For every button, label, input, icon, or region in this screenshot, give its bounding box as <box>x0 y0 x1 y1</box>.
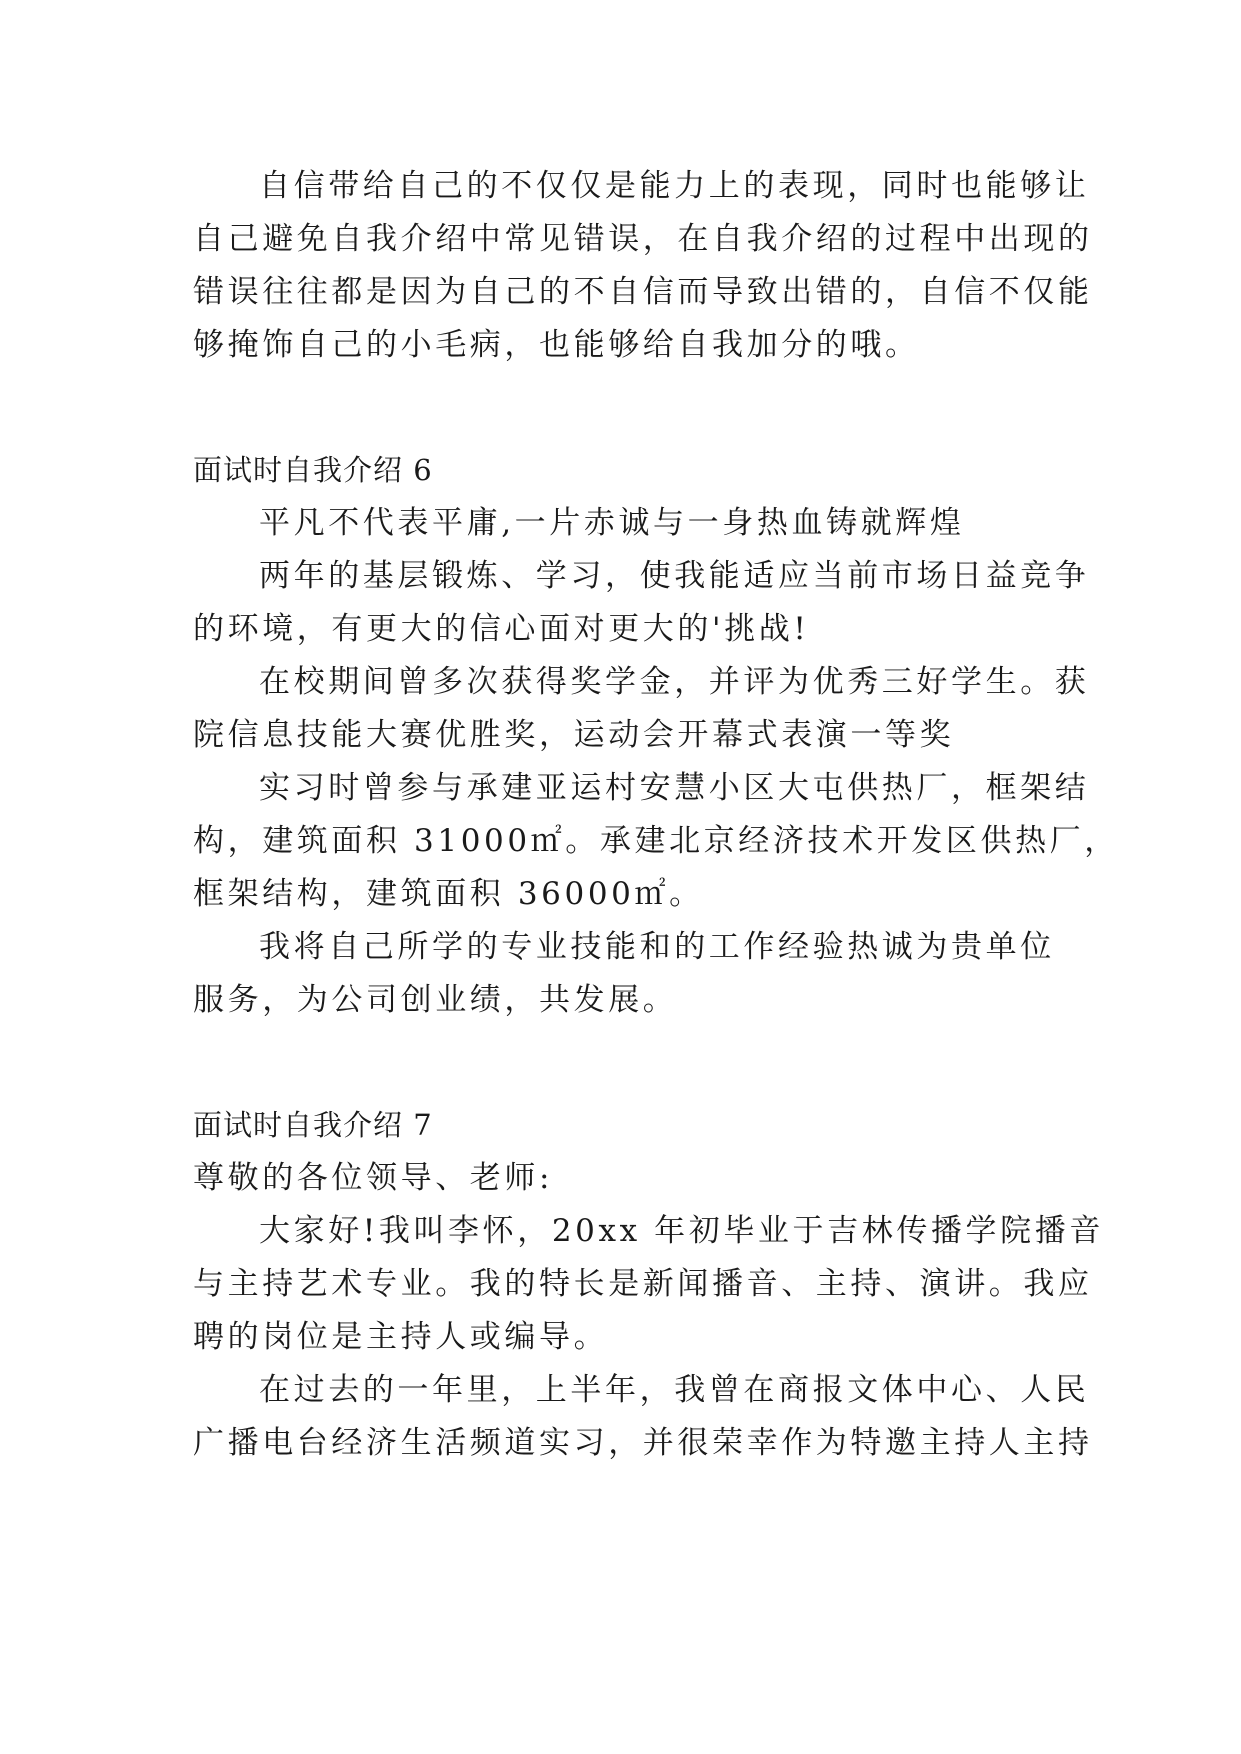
text-line: 实习时曾参与承建亚运村安慧小区大屯供热厂，框架结 <box>259 770 1090 806</box>
text-line: 错误往往都是因为自己的不自信而导致出错的，自信不仅能 <box>193 274 1093 310</box>
paragraph-motto <box>193 497 1053 550</box>
text-line: 聘的岗位是主持人或编导。 <box>193 1319 609 1355</box>
paragraph-internship <box>193 762 1119 921</box>
text-line: 两年的基层锻炼、学习，使我能适应当前市场日益竞争 <box>259 558 1090 594</box>
text-line: 在校期间曾多次获得奖学金，并评为优秀三好学生。获 <box>259 664 1090 700</box>
paragraph-commitment <box>193 921 1053 1027</box>
text-line: 与主持艺术专业。我的特长是新闻播音、主持、演讲。我应 <box>193 1266 1093 1302</box>
text-line: 在过去的一年里，上半年，我曾在商报文体中心、人民 <box>259 1372 1090 1408</box>
section-heading-7: 面试时自我介绍 7 <box>193 1108 433 1142</box>
paragraph-greeting <box>193 1205 1104 1364</box>
text-line: 服务，为公司创业绩，共发展。 <box>193 982 678 1018</box>
salutation: 尊敬的各位领导、老师: <box>193 1160 554 1196</box>
text-line: 平凡不代表平庸,一片赤诚与一身热血铸就辉煌 <box>259 505 965 541</box>
text-line: 我将自己所学的专业技能和的工作经验热诚为贵单位 <box>259 929 1055 965</box>
text-line: 大家好!我叫李怀，20xx 年初毕业于吉林传播学院播音 <box>259 1213 1104 1249</box>
text-line: 广播电台经济生活频道实习，并很荣幸作为特邀主持人主持 <box>193 1425 1093 1461</box>
text-line: 够掩饰自己的小毛病，也能够给自我加分的哦。 <box>193 327 920 363</box>
text-line: 院信息技能大赛优胜奖，运动会开幕式表演一等奖 <box>193 717 955 753</box>
section-gap <box>193 1080 1053 1099</box>
section-gap <box>193 372 1053 425</box>
text-line: 自信带给自己的不仅仅是能力上的表现，同时也能够让 <box>259 168 1090 204</box>
text-line: 的环境，有更大的信心面对更大的'挑战! <box>193 611 810 647</box>
section-gap <box>193 425 1053 444</box>
paragraph-awards <box>193 656 1090 762</box>
paragraph-training <box>193 550 1090 656</box>
text-line: 构，建筑面积 31000㎡。承建北京经济技术开发区供热厂， <box>193 823 1119 859</box>
text-line: 框架结构，建筑面积 36000㎡。 <box>193 876 704 912</box>
document-body <box>193 160 1119 1470</box>
text-line: 自己避免自我介绍中常见错误，在自我介绍的过程中出现的 <box>193 221 1093 257</box>
paragraph-confidence <box>193 160 1093 372</box>
section-heading-6: 面试时自我介绍 6 <box>193 453 433 487</box>
section-gap <box>193 1027 1053 1080</box>
paragraph-experience <box>193 1364 1093 1470</box>
